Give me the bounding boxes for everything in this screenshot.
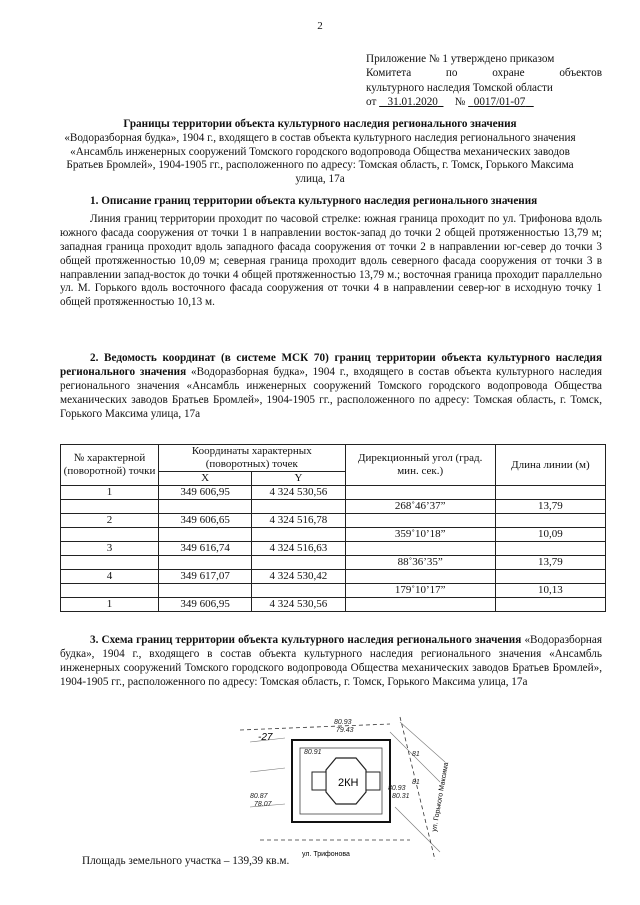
document-title	[60, 118, 580, 187]
appendix-approval	[366, 52, 602, 110]
order-number: 0017/01-07	[473, 96, 526, 109]
svg-text:-27: -27	[258, 732, 273, 743]
svg-text:79.43: 79.43	[336, 727, 354, 734]
svg-text:81: 81	[412, 751, 420, 758]
section2-text: «Водоразборная будка», 1904 г., входящего в состав объекта культурного наследия регионального значения «Ансамбль инженерных сооружений Томского городского водопровода Общества механических заводов Братьев Бромлей», 1904-1905 гг., расположенного по адресу: Томская область, г. Томск, Горького Максима улица, 17а	[60, 365, 603, 420]
section1-heading: 1. Описание границ территории объекта культурного наследия регионального значения	[90, 195, 538, 207]
building-label: 2КН	[338, 777, 359, 789]
title-body: «Водоразборная будка», 1904 г., входящего в состав объекта культурного наследия регионального значения «Ансамбль инженерных сооружений Томского городского водопровода Общества механических заводов Братьев Бромлей», 1904-1905 гг., расположенного по адресу: Томская область, г. Томск, Горького Максима улица, 17а	[64, 131, 576, 186]
street-east-label: ул. Горького Максима	[431, 761, 451, 833]
page-number: 2	[317, 20, 323, 32]
table-row: 3 349 616,74 4 324 516,63	[61, 542, 606, 556]
section1	[60, 195, 602, 310]
table-row: 179˚10’17” 10,13	[61, 584, 606, 598]
section3-text: «Водоразборная будка», 1904 г., входящего в состав объекта культурного наследия регионального значения «Ансамбль инженерных сооружений Томского городского водопровода Общества механических заводов Братьев Бромлей», 1904-1905 гг., расположенного по адресу: Томская область, г. Томск, Горького Максима улица, 17а	[60, 634, 603, 688]
coordinates-table	[60, 444, 606, 612]
boundary-scheme	[240, 712, 452, 860]
section1-text: Линия границ территории проходит по часовой стрелке: южная граница проходит по ул. Трифонова вдоль южного фасада сооружения от точки 1 в направлении восток-запад до точки 2 общей протяженностью 13,79 м; западная граница проходит вдоль западного фасада сооружения от точки 2 в направлении юг-север до точки 3 общей протяженностью 10,09 м; северная граница проходит вдоль северного фасада сооружения от точки 3 в направлении запад-восток до точки 4 общей протяженностью 13,79 м.; восточная граница проходит параллельно ул. М. Горького вдоль восточного фасада сооружения от точки 4 в направлении север-юг в исходную точку 1 общей протяженностью 10,13 м.	[60, 212, 602, 309]
appendix-line1: Приложение № 1 утверждено приказом	[366, 53, 555, 65]
table-row: 359˚10’18” 10,09	[61, 528, 606, 542]
section3	[60, 634, 602, 690]
order-date: 31.01.2020	[387, 96, 438, 109]
title-heading: Границы территории объекта культурного наследия регионального значения	[123, 118, 517, 130]
table-row: 2 349 606,65 4 324 516,78	[61, 514, 606, 528]
svg-text:80.87: 80.87	[250, 793, 268, 800]
table-row: 4 349 617,07 4 324 530,42	[61, 570, 606, 584]
col-coords-header: Координаты характерных (поворотных) точек	[159, 445, 346, 472]
svg-text:78.07: 78.07	[254, 801, 272, 808]
appendix-line3: культурного наследия Томской области	[366, 81, 553, 94]
section2	[60, 352, 602, 422]
land-area: Площадь земельного участка – 139,39 кв.м.	[82, 855, 290, 867]
section3-heading: 3. Схема границ территории объекта культурного наследия регионального значения	[90, 634, 522, 646]
table-row: 1 349 606,95 4 324 530,56	[61, 598, 606, 612]
svg-text:80.93: 80.93	[334, 719, 352, 726]
col-angle-header: Дирекционный угол (град. мин. сек.)	[345, 445, 495, 486]
col-point-header: № характерной (поворотной) точки	[61, 445, 159, 486]
svg-text:81: 81	[412, 779, 420, 786]
svg-text:80.91: 80.91	[304, 749, 322, 756]
street-south-label: ул. Трифонова	[302, 851, 350, 858]
section2-heading: 2. Ведомость координат (в системе МСК 70) границ территории объекта культурного наследия регионального значения	[60, 352, 602, 378]
col-y-header: Y	[252, 472, 345, 486]
table-row: 1 349 606,95 4 324 530,56	[61, 486, 606, 500]
svg-text:80.93: 80.93	[388, 785, 406, 792]
table-row: 268˚46’37” 13,79	[61, 500, 606, 514]
col-x-header: X	[159, 472, 252, 486]
table-row: 88˚36’35” 13,79	[61, 556, 606, 570]
appendix-line2: Комитета по охране объектов	[366, 67, 602, 80]
svg-text:80.31: 80.31	[392, 793, 410, 800]
appendix-line4: от 31.01.2020 № 0017/01-07	[366, 95, 602, 109]
col-length-header: Длина линии (м)	[495, 445, 605, 486]
